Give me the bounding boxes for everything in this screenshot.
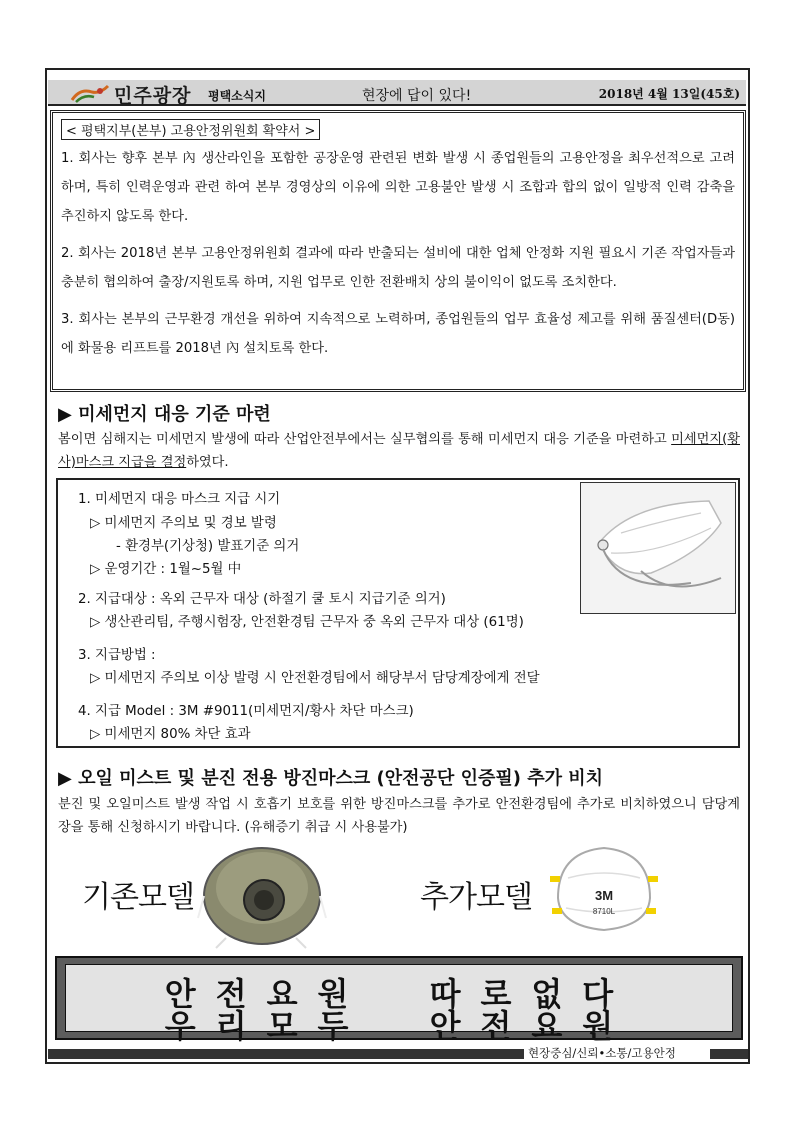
section-body-fine-dust <box>58 428 740 474</box>
newsletter-header <box>48 80 746 106</box>
footer-bar-right <box>710 1049 748 1059</box>
banner-line-1: 안전요원 따로없다 <box>164 975 634 1013</box>
mask-model: 8710L <box>592 907 616 916</box>
pledge-item-1: 1. 회사는 향후 본부 內 생산라인을 포함한 공장운영 관련된 변화 발생 시 종업원들의 고용안정을 최우선적으로 고려하며, 특히 인력운영과 관련 하여 본부 경영상의 이유에 의한 고용불안 발생 시 조합과 합의 없이 일방적 인력 감축을 추진하지 않도록 한다. <box>61 151 735 224</box>
pledge-item-2: 2. 회사는 2018년 본부 고용안정위원회 결과에 따라 반출되는 설비에 대한 업체 안정화 지원 필요시 기존 작업자들과 충분히 협의하여 출장/지원토록 하며, 지원 업무로 인한 전환배치 상의 불이익이 없도록 조치한다. <box>61 246 735 290</box>
dust-mask-icon <box>581 483 735 613</box>
issue-date: 2018년 4월 13일(45호) <box>598 87 740 101</box>
info-line-10: ▷ 미세먼지 80% 차단 효과 <box>90 727 251 742</box>
info-line-4: ▷ 운영기간 : 1월~5월 中 <box>90 562 242 577</box>
info-line-7: 3. 지급방법 : <box>78 648 156 663</box>
fine-dust-intro: 봄이면 심해지는 미세먼지 발생에 따라 산업안전부에서는 실무협의를 통해 미세먼지 대응 기준을 마련하고 <box>58 432 672 447</box>
banner-line-2: 우리모두 안전요원 <box>164 1007 634 1045</box>
fine-dust-decision: 미세먼지(황사)마스크 지급을 결정 <box>58 432 740 470</box>
mask-9011-photo <box>580 482 736 614</box>
header-slogan: 현장에 답이 있다! <box>362 88 472 104</box>
added-mask-icon <box>548 838 660 938</box>
label-added-model: 추가모델 <box>420 880 532 915</box>
label-existing-model: 기존모델 <box>82 880 194 915</box>
info-line-3: - 환경부(기상청) 발표기준 의거 <box>116 539 300 554</box>
safety-banner <box>55 956 743 1045</box>
section-title-oil-mist: ▶ 오일 미스트 및 분진 전용 방진마스크 (안전공단 인증필) 추가 비치 <box>58 768 604 789</box>
fine-dust-intro-end: 하였다. <box>186 455 229 470</box>
safety-banner-inner <box>65 964 733 1045</box>
info-line-2: ▷ 미세먼지 주의보 및 경보 발령 <box>90 516 277 531</box>
footer-bar-left <box>48 1049 524 1059</box>
logo-subtitle: 평택소식지 <box>208 89 266 103</box>
logo-icon <box>70 82 110 104</box>
info-line-9: 4. 지급 Model : 3M #9011(미세먼지/황사 차단 마스크) <box>78 704 414 719</box>
section-title-fine-dust: ▶ 미세먼지 대응 기준 마련 <box>58 404 271 425</box>
existing-mask-icon <box>196 838 328 950</box>
info-line-6: ▷ 생산관리팀, 주행시험장, 안전환경팀 근무자 중 옥외 근무자 대상 (61명) <box>90 615 524 630</box>
logo-text: 민주광장 <box>114 85 192 107</box>
info-line-1: 1. 미세먼지 대응 마스크 지급 시기 <box>78 492 281 507</box>
info-line-5: 2. 지급대상 : 옥외 근무자 대상 (하절기 쿨 토시 지급기준 의거) <box>78 592 446 607</box>
info-line-8: ▷ 미세먼지 주의보 이상 발령 시 안전환경팀에서 해당부서 담당계장에게 전달 <box>90 671 540 686</box>
section-body-oil-mist: 분진 및 오일미스트 발생 작업 시 호흡기 보호를 위한 방진마스크를 추가로 안전환경팀에 추가로 비치하였으니 담당계장을 통해 신청하시기 바랍니다. (유해증기 취급 시 사용불가) <box>58 797 740 835</box>
pledge-box <box>50 110 746 392</box>
mask-brand: 3M <box>594 888 614 903</box>
pledge-item-3: 3. 회사는 본부의 근무환경 개선을 위하여 지속적으로 노력하며, 종업원들의 업무 효율성 제고를 위해 품질센터(D동)에 화물용 리프트를 2018년 內 설치토록 한다. <box>61 312 735 356</box>
pledge-title: < 평택지부(본부) 고용안정위원회 확약서 > <box>61 119 320 140</box>
footer-motto: 현장중심/신뢰•소통/고용안정 <box>528 1046 676 1060</box>
